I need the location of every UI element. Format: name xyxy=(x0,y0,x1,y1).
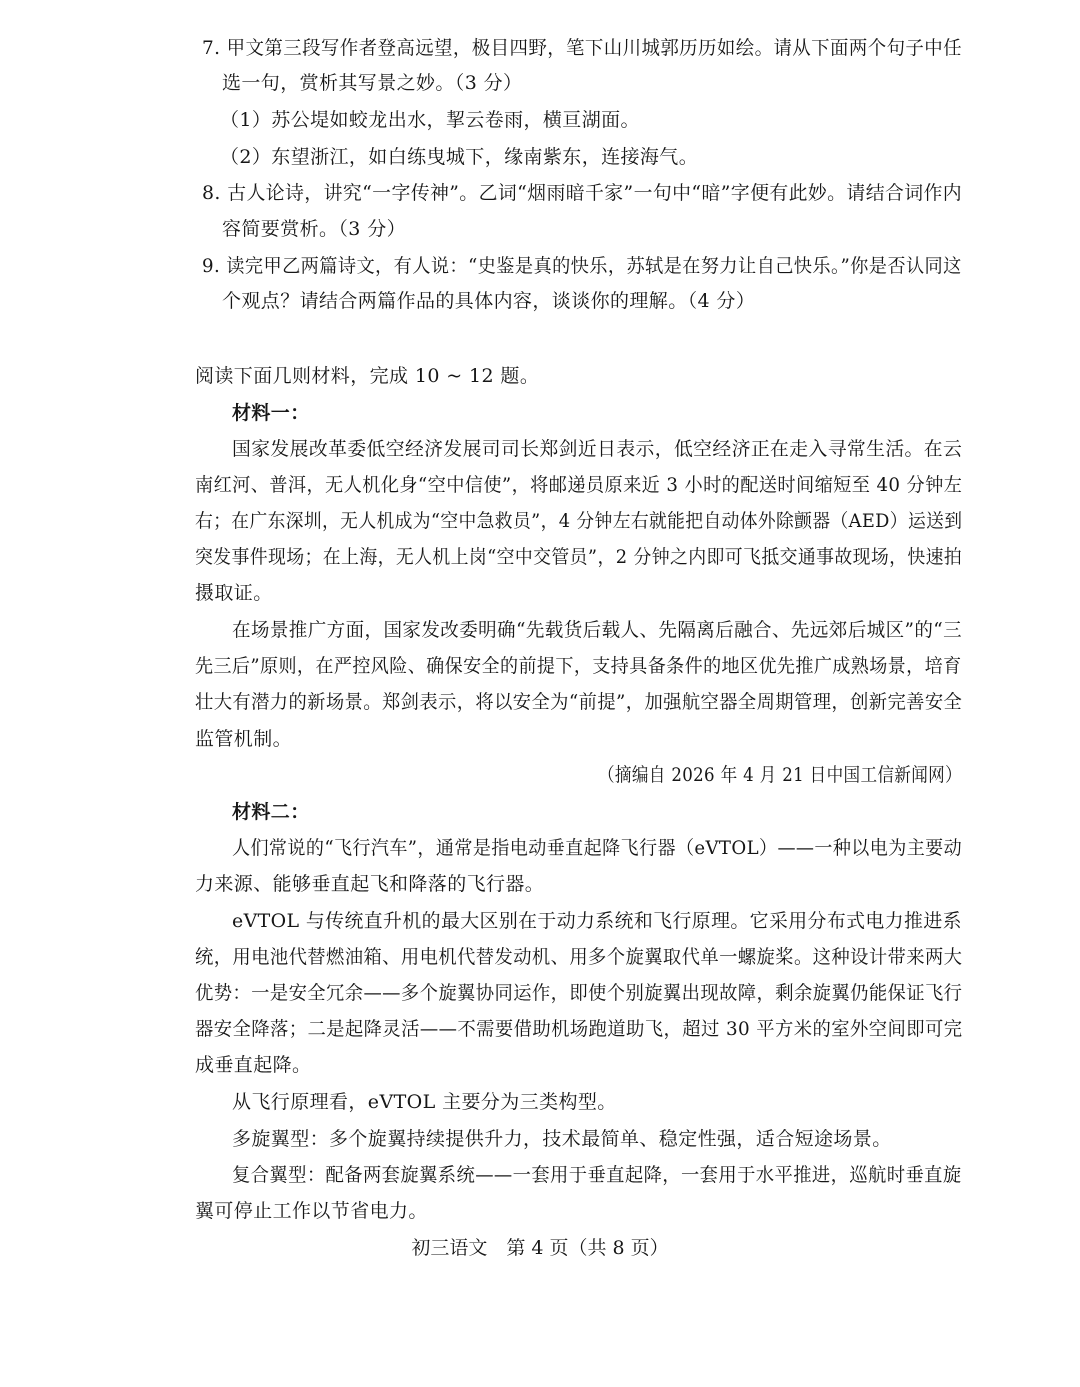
q9-line1: 9. 读完甲乙两篇诗文，有人说：“史鉴是真的快乐，苏轼是在努力让自己快乐。”你是否认同这 xyxy=(202,255,962,277)
material1-p2-line: 在场景推广方面，国家发改委明确“先载货后载人、先隔离后融合、先远郊后城区”的“三 xyxy=(232,619,963,641)
material1-p1-line: 国家发展改革委低空经济发展司司长郑剑近日表示，低空经济正在走入寻常生活。在云 xyxy=(232,438,963,460)
material2-p3: 从飞行原理看，eVTOL 主要分为三类构型。 xyxy=(232,1091,617,1113)
q7-stem-line1: 7. 甲文第三段写作者登高远望，极目四野，笔下山川城郭历历如绘。请从下面两个句子中任 xyxy=(202,37,963,59)
page-footer: 初三语文 第 4 页（共 8 页） xyxy=(411,1237,669,1259)
material2-p5-line: 翼可停止工作以节省电力。 xyxy=(195,1200,428,1222)
material2-p5-line: 复合翼型：配备两套旋翼系统——一套用于垂直起降，一套用于水平推进，巡航时垂直旋 xyxy=(232,1164,962,1186)
q7-option1: （1）苏公堤如蛟龙出水，挈云卷雨，横亘湖面。 xyxy=(220,109,640,131)
material1-p1-line: 南红河、普洱，无人机化身“空中信使”，将邮递员原来近 3 小时的配送时间缩短至 40 分钟左 xyxy=(195,474,963,496)
material2-p1-line: 力来源、能够垂直起飞和降落的飞行器。 xyxy=(195,873,545,895)
material1-p1-line: 右；在广东深圳，无人机成为“空中急救员”，4 分钟左右就能把自动体外除颤器（AED）运送到 xyxy=(195,510,963,532)
material2-p2-line: 统，用电池代替燃油箱、用电机代替发动机、用多个旋翼取代单一螺旋桨。这种设计带来两大 xyxy=(195,946,963,968)
reading-intro: 阅读下面几则材料，完成 10 ~ 12 题。 xyxy=(195,365,540,387)
material1-p1-line: 突发事件现场；在上海，无人机上岗“空中交管员”，2 分钟之内即可飞抵交通事故现场，快速拍 xyxy=(195,546,963,568)
material2-p2-line: 优势：一是安全冗余——多个旋翼协同运作，即使个别旋翼出现故障，剩余旋翼仍能保证飞行 xyxy=(195,982,963,1004)
q9-line2: 个观点？请结合两篇作品的具体内容，谈谈你的理解。（4 分） xyxy=(222,290,756,312)
material2-heading: 材料二： xyxy=(232,801,310,823)
material1-p1-line: 摄取证。 xyxy=(195,582,273,604)
material2-p2-line: 器安全降落；二是起降灵活——不需要借助机场跑道助飞，超过 30 平方米的室外空间即可完 xyxy=(195,1018,963,1040)
material1-p2-line: 先三后”原则，在严控风险、确保安全的前提下，支持具备条件的地区优先推广成熟场景，培育 xyxy=(195,655,962,677)
q8-line2: 容简要赏析。（3 分） xyxy=(222,218,407,240)
material2-p2-line: eVTOL 与传统直升机的最大区别在于动力系统和飞行原理。它采用分布式电力推进系 xyxy=(232,910,962,932)
material2-p4: 多旋翼型：多个旋翼持续提供升力，技术最简单、稳定性强，适合短途场景。 xyxy=(232,1128,892,1150)
material1-p2-line: 壮大有潜力的新场景。郑剑表示，将以安全为“前提”，加强航空器全周期管理，创新完善安全 xyxy=(195,691,963,713)
material1-heading: 材料一： xyxy=(232,402,310,424)
material1-source: （摘编自 2026 年 4 月 21 日中国工信新闻网） xyxy=(598,764,963,786)
q7-option2: （2）东望浙江，如白练曳城下，缘南紫东，连接海气。 xyxy=(220,146,699,168)
material2-p1-line: 人们常说的“飞行汽车”，通常是指电动垂直起降飞行器（eVTOL）——一种以电为主要动 xyxy=(232,837,963,859)
q7-stem-line2: 选一句，赏析其写景之妙。（3 分） xyxy=(222,72,523,94)
q8-line1: 8. 古人论诗，讲究“一字传神”。乙词“烟雨暗千家”一句中“暗”字便有此妙。请结合词作内 xyxy=(202,182,963,204)
material1-p2-line: 监管机制。 xyxy=(195,728,293,750)
material2-p2-line: 成垂直起降。 xyxy=(195,1054,312,1076)
